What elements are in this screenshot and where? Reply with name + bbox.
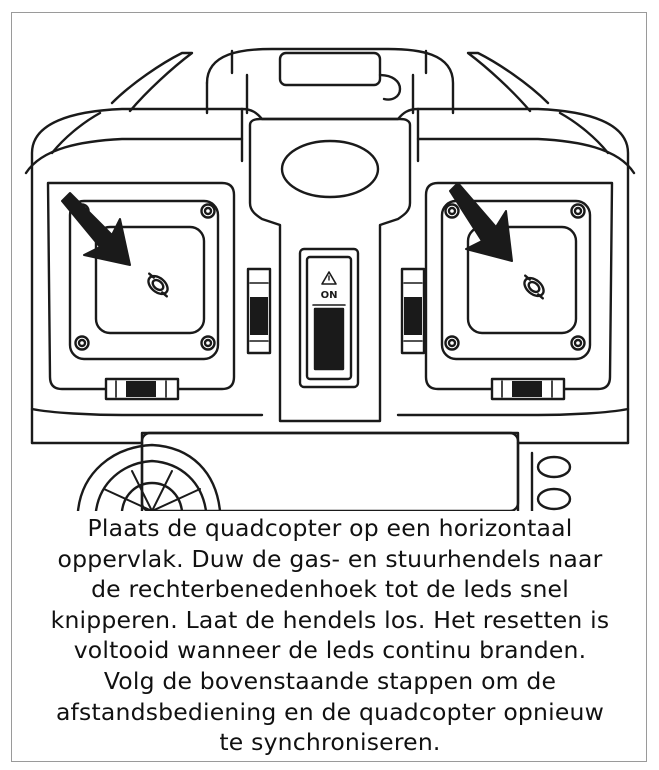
caption-line: afstandsbediening en de quadcopter opnieuw bbox=[55, 697, 605, 726]
lower-right-buttons bbox=[532, 453, 570, 511]
power-warning-icon bbox=[322, 272, 336, 284]
arrow-down-right-icon bbox=[450, 183, 512, 261]
caption-line: Plaats de quadcopter op een horizontaal bbox=[87, 514, 573, 542]
right-vertical-trim bbox=[402, 269, 424, 353]
caption-line: knipperen. Laat de hendels los. Het resetten is bbox=[50, 605, 610, 634]
right-stick bbox=[519, 273, 549, 302]
right-stick-panel bbox=[426, 183, 612, 399]
left-horizontal-trim bbox=[106, 379, 178, 399]
caption-line: te synchroniseren. bbox=[219, 728, 441, 757]
right-horizontal-trim bbox=[492, 379, 564, 399]
caption-line: oppervlak. Duw de gas- en stuurhendels naar bbox=[57, 544, 603, 573]
lower-left-wheel bbox=[78, 445, 220, 511]
top-hump bbox=[207, 49, 453, 113]
remote-controller-illustration bbox=[12, 13, 647, 511]
caption-line: Volg de bovenstaande stappen om de bbox=[103, 666, 557, 695]
caption-line: de rechterbenedenhoek tot de leds snel bbox=[91, 575, 569, 604]
instruction-caption bbox=[12, 513, 647, 758]
top-handles bbox=[52, 51, 608, 153]
left-stick bbox=[143, 271, 173, 300]
power-switch-label: ON bbox=[320, 290, 338, 301]
arrow-down-right-icon bbox=[62, 193, 130, 265]
left-vertical-trim bbox=[248, 269, 270, 353]
caption-line: voltooid wanneer de leds continu branden. bbox=[73, 636, 587, 665]
power-switch bbox=[300, 249, 358, 387]
figure-frame bbox=[11, 12, 647, 762]
